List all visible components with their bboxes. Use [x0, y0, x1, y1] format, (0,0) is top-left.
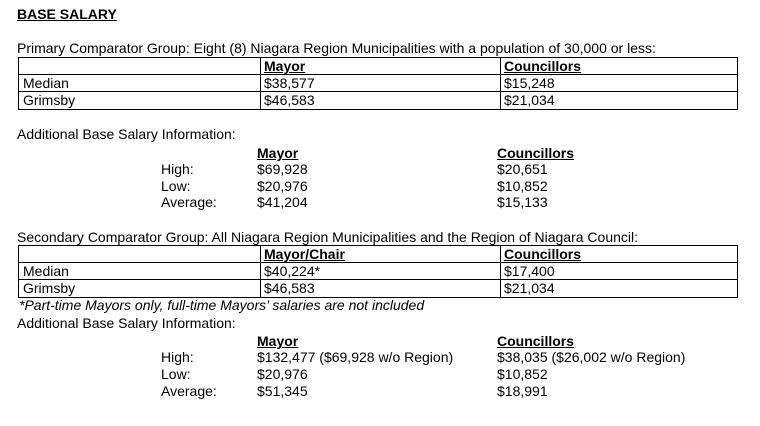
stat-value: $51,345 — [257, 383, 308, 399]
stat-value: $20,976 — [257, 178, 308, 194]
additional-col-mayor: Mayor — [257, 145, 299, 161]
table-divider — [18, 262, 738, 263]
stat-label: Low: — [161, 366, 191, 382]
secondary-heading: Secondary Comparator Group: All Niagara Region Municipalities and the Region of Niagara Council: — [17, 229, 639, 245]
stat-value: $132,477 ($69,928 w/o Region) — [257, 349, 454, 365]
stat-label: High: — [161, 161, 194, 177]
secondary-col-councillors: Councillors — [504, 246, 582, 262]
table-divider — [260, 57, 261, 109]
additional-col-councillors: Councillors — [497, 333, 575, 349]
table-cell: $15,248 — [504, 75, 555, 91]
stat-label: Average: — [161, 383, 217, 399]
table-cell: $21,034 — [504, 280, 555, 296]
primary-heading: Primary Comparator Group: Eight (8) Niagara Region Municipalities with a population of 30,000 or less: — [17, 40, 656, 56]
stat-value: $41,204 — [257, 194, 308, 210]
table-divider — [500, 57, 501, 109]
table-cell: $40,224* — [264, 263, 321, 279]
stat-value: $20,651 — [497, 161, 548, 177]
stat-value: $18,991 — [497, 383, 548, 399]
additional-col-mayor: Mayor — [257, 333, 299, 349]
table-divider — [500, 245, 501, 297]
primary-col-councillors: Councillors — [504, 58, 582, 74]
stat-value: $10,852 — [497, 178, 548, 194]
stat-value: $69,928 — [257, 161, 308, 177]
table-divider — [260, 245, 261, 297]
table-divider — [18, 91, 738, 92]
table-divider — [18, 74, 738, 75]
primary-table — [18, 57, 738, 110]
table-divider — [18, 279, 738, 280]
stat-label: Average: — [161, 194, 217, 210]
stat-value: $10,852 — [497, 366, 548, 382]
table-cell: $17,400 — [504, 263, 555, 279]
additional-heading: Additional Base Salary Information: — [17, 315, 236, 331]
table-row-label: Median — [23, 75, 69, 91]
primary-col-mayor: Mayor — [264, 58, 306, 74]
secondary-col-mayor: Mayor/Chair — [264, 246, 345, 262]
stat-label: High: — [161, 349, 194, 365]
stat-label: Low: — [161, 178, 191, 194]
additional-heading: Additional Base Salary Information: — [17, 126, 236, 142]
table-cell: $46,583 — [264, 92, 315, 108]
stat-value: $38,035 ($26,002 w/o Region) — [497, 349, 686, 365]
table-cell: $46,583 — [264, 280, 315, 296]
secondary-table — [18, 245, 738, 298]
table-row-label: Grimsby — [23, 280, 76, 296]
page-title: BASE SALARY — [17, 6, 117, 22]
stat-value: $20,976 — [257, 366, 308, 382]
table-row-label: Median — [23, 263, 69, 279]
table-cell: $21,034 — [504, 92, 555, 108]
footnote: *Part-time Mayors only, full-time Mayors’ salaries are not included — [19, 297, 425, 313]
additional-col-councillors: Councillors — [497, 145, 575, 161]
table-row-label: Grimsby — [23, 92, 76, 108]
stat-value: $15,133 — [497, 194, 548, 210]
table-cell: $38,577 — [264, 75, 315, 91]
